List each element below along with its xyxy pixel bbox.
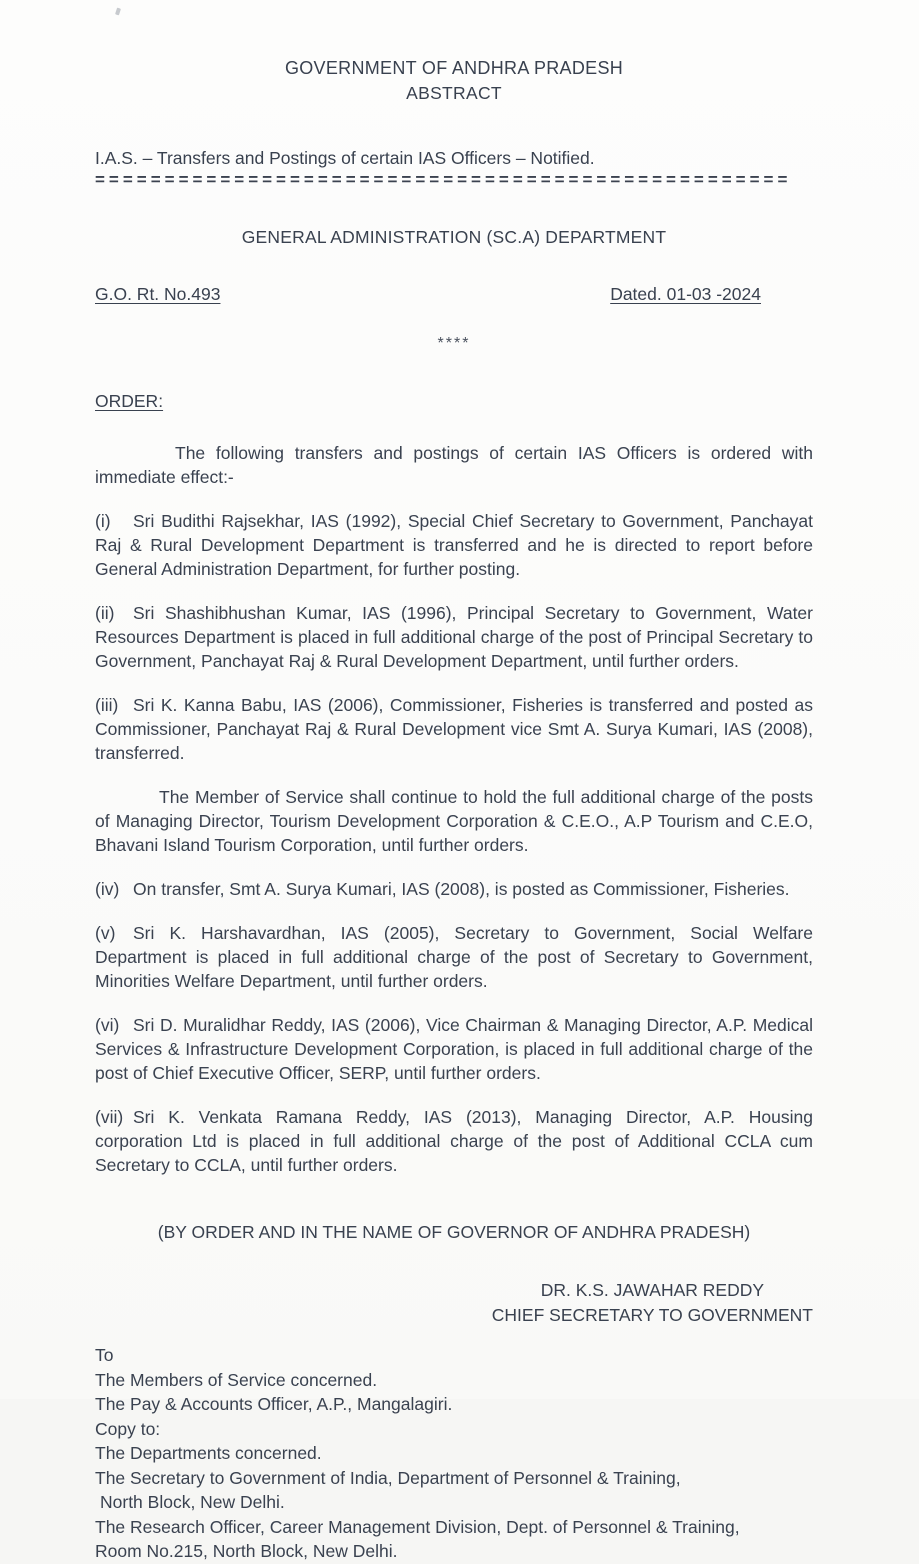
item-marker: (i) xyxy=(95,511,111,531)
order-item-v xyxy=(95,921,813,993)
document-subtitle: ABSTRACT xyxy=(406,83,502,103)
item-text: Sri K. Venkata Ramana Reddy, IAS (2013), Managing Director, A.P. Housing corporation Ltd is placed in full additional charge of the post of Additional CCLA cum Secretary to CCLA, until further orders. xyxy=(95,1107,813,1175)
stars-divider: **** xyxy=(437,335,471,352)
order-item-vii xyxy=(95,1105,813,1177)
order-item-iii xyxy=(95,693,813,765)
signatory-title: CHIEF SECRETARY TO GOVERNMENT xyxy=(491,1305,813,1325)
copy-line: North Block, New Delhi. xyxy=(100,1492,285,1512)
order-date: Dated. 01-03 -2024 xyxy=(610,284,761,304)
reference-row xyxy=(95,284,813,305)
item-marker: (v) xyxy=(95,923,116,943)
order-item-vi xyxy=(95,1013,813,1085)
to-label: To xyxy=(95,1345,114,1365)
copy-line: Room No.215, North Block, New Delhi. xyxy=(95,1541,398,1561)
to-line: The Members of Service concerned. xyxy=(95,1369,378,1390)
signatory-name: DR. K.S. JAWAHAR REDDY xyxy=(540,1280,765,1300)
order-item-iv xyxy=(95,877,813,901)
order-heading: ORDER: xyxy=(95,391,164,411)
item-text: On transfer, Smt A. Surya Kumari, IAS (2008), is posted as Commissioner, Fisheries. xyxy=(133,879,790,899)
item-text: Sri D. Muralidhar Reddy, IAS (2006), Vice Chairman & Managing Director, A.P. Medical Services & Infrastructure Development Corporation, is placed in full additional charge of the post of Chief Executive Officer, SERP, until further orders. xyxy=(95,1015,813,1083)
separator-line: ================================================== xyxy=(95,170,792,189)
order-intro: The following transfers and postings of certain IAS Officers is ordered with immediate effect:- xyxy=(95,443,813,487)
item-marker: (ii) xyxy=(95,603,115,623)
copy-to-label: Copy to: xyxy=(95,1418,161,1439)
to-line: The Pay & Accounts Officer, A.P., Mangalagiri. xyxy=(95,1394,453,1414)
item-marker: (vi) xyxy=(95,1015,120,1035)
go-number: G.O. Rt. No.493 xyxy=(95,284,221,304)
item-marker: (vii) xyxy=(95,1107,124,1127)
copy-line: The Secretary to Government of India, Department of Personnel & Training, xyxy=(95,1467,681,1488)
item-marker: (iv) xyxy=(95,879,120,899)
copy-line: The Research Officer, Career Management Division, Dept. of Personnel & Training, xyxy=(95,1516,740,1537)
title-block xyxy=(95,56,813,106)
scan-artifact xyxy=(115,8,121,16)
document-title: GOVERNMENT OF ANDHRA PRADESH xyxy=(284,58,624,78)
department-heading: GENERAL ADMINISTRATION (SC.A) DEPARTMENT xyxy=(241,227,667,247)
by-order-line: (BY ORDER AND IN THE NAME OF GOVERNOR OF ANDHRA PRADESH) xyxy=(157,1222,751,1242)
copy-line: The Departments concerned. xyxy=(95,1443,322,1463)
item-text: Sri K. Harshavardhan, IAS (2005), Secretary to Government, Social Welfare Department is placed in full additional charge of the post of Secretary to Government, Minorities Welfare Department, until further orders. xyxy=(95,923,813,991)
order-note: The Member of Service shall continue to hold the full additional charge of the posts of Managing Director, Tourism Development Corporation & C.E.O., A.P Tourism and C.E.O, Bhavani Island Tourism Corporation, until further orders. xyxy=(95,787,813,855)
item-text: Sri Budithi Rajsekhar, IAS (1992), Special Chief Secretary to Government, Panchayat Raj & Rural Development Department is transferred and he is directed to report before General Administration Department, for further posting. xyxy=(95,511,813,579)
item-text: Sri K. Kanna Babu, IAS (2006), Commissioner, Fisheries is transferred and posted as Commissioner, Panchayat Raj & Rural Development vice Smt A. Surya Kumari, IAS (2008), transferred. xyxy=(95,695,813,763)
item-marker: (iii) xyxy=(95,695,119,715)
subject-line: I.A.S. – Transfers and Postings of certain IAS Officers – Notified. xyxy=(95,148,595,168)
signature-block xyxy=(95,1278,813,1328)
signature-inner xyxy=(492,1278,813,1328)
order-item-ii xyxy=(95,601,813,673)
order-item-i xyxy=(95,509,813,581)
item-text: Sri Shashibhushan Kumar, IAS (1996), Principal Secretary to Government, Water Resources Department is placed in full additional charge of the post of Principal Secretary to Government, Panchayat Raj & Rural Development Department, until further orders. xyxy=(95,603,813,671)
distribution-block xyxy=(95,1343,813,1564)
